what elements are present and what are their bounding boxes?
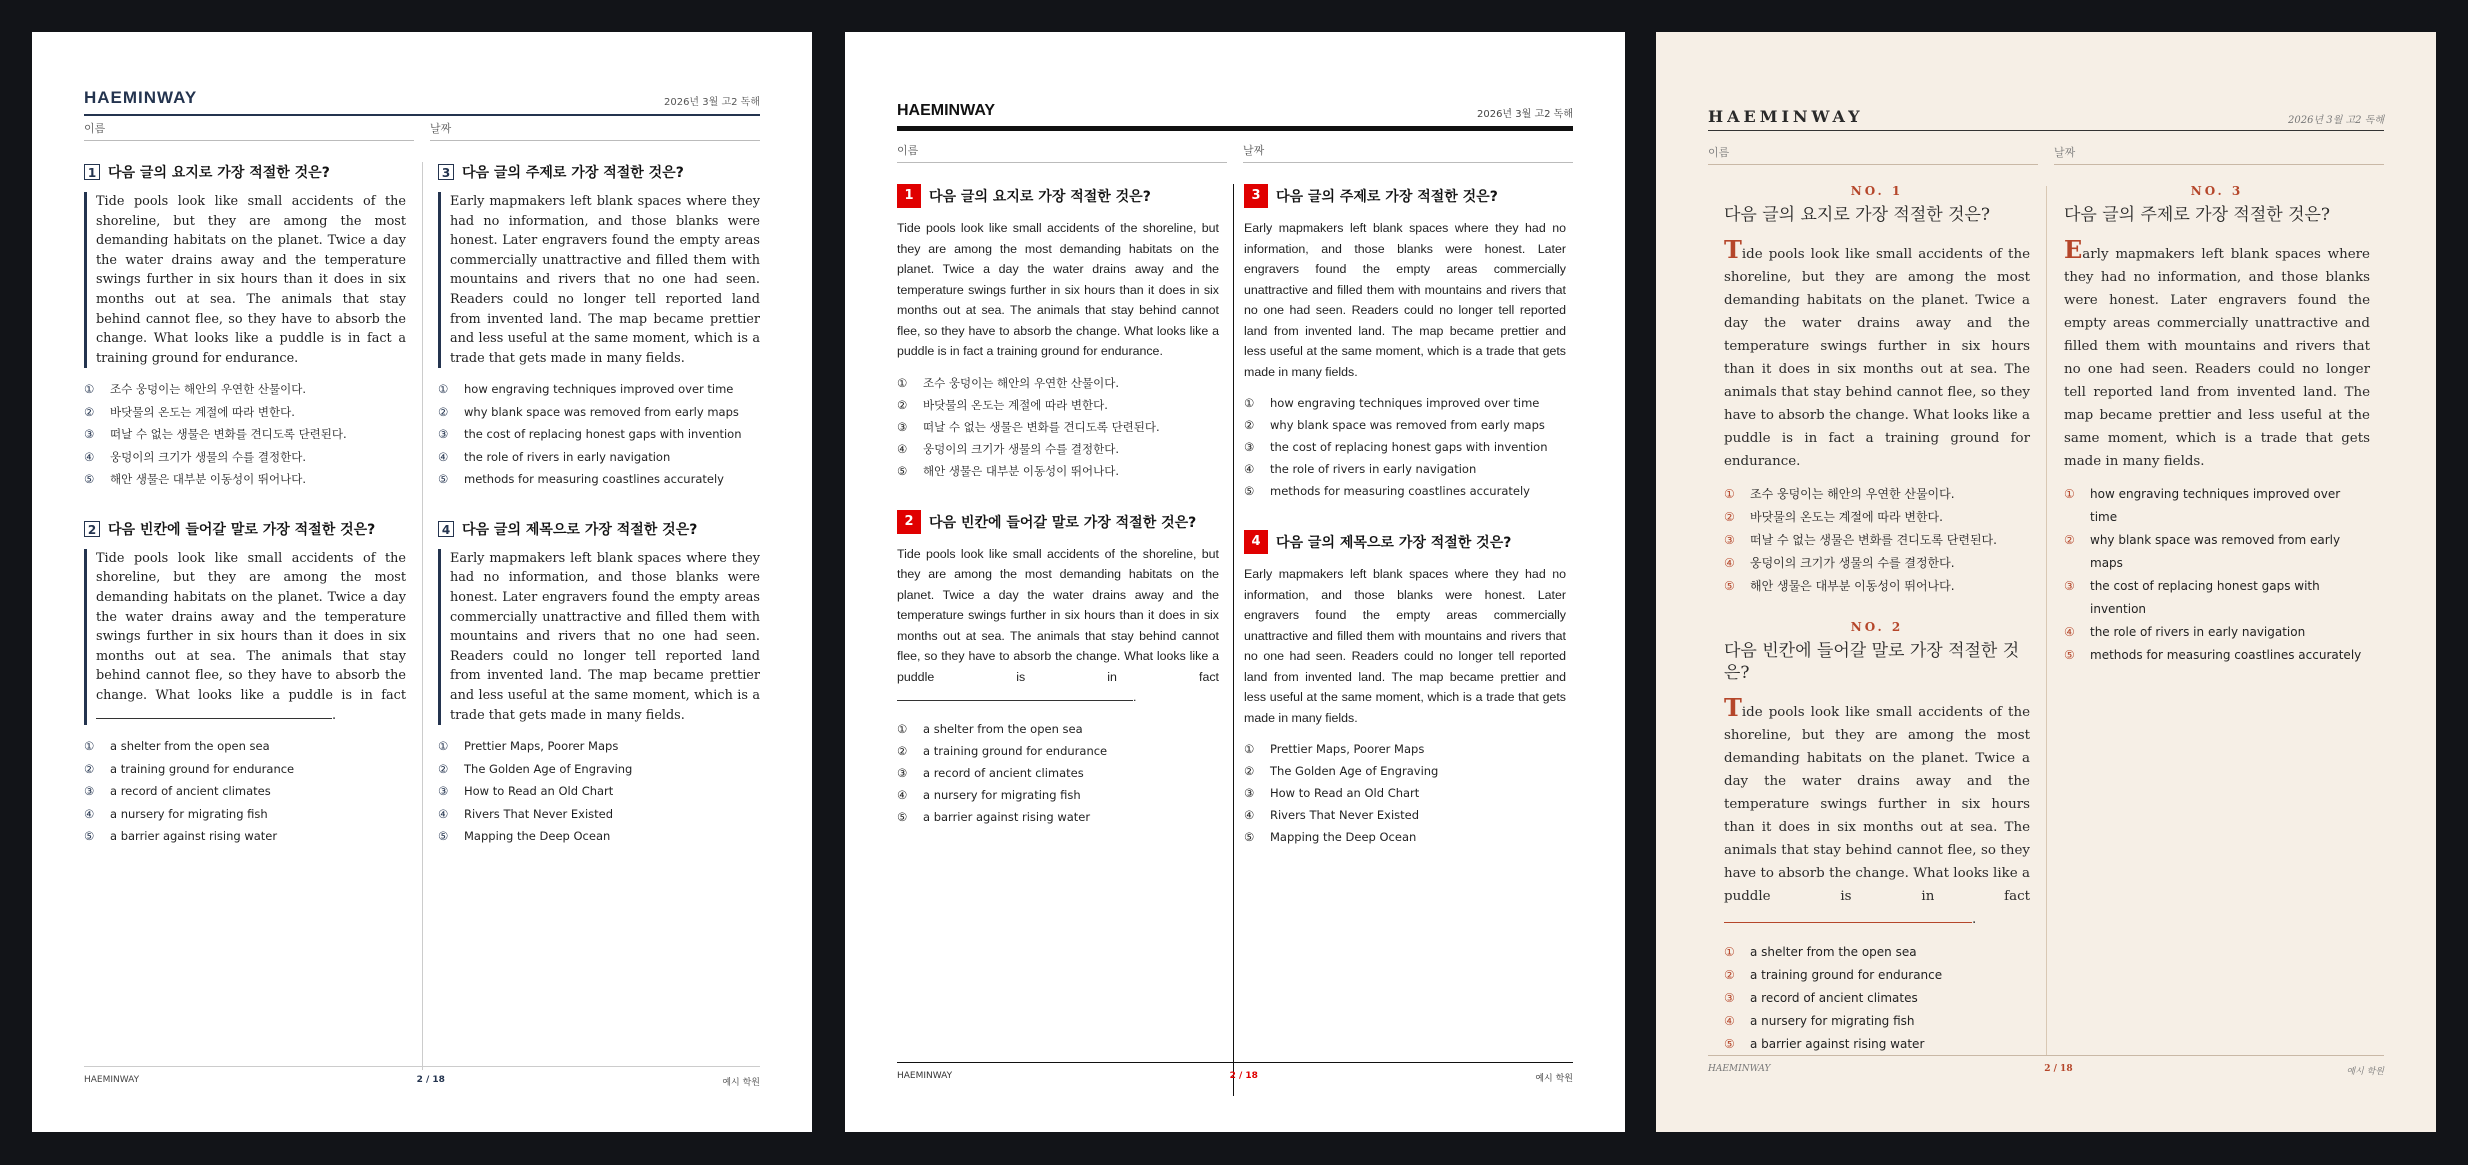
answer-option[interactable] xyxy=(2064,621,2370,644)
left-column xyxy=(1724,184,2030,1078)
option-text: how engraving techniques improved over time xyxy=(464,382,734,397)
option-text: a nursery for migrating fish xyxy=(1750,1014,1915,1028)
question-1 xyxy=(1724,184,2030,598)
answer-option[interactable] xyxy=(1724,941,2030,964)
option-number: ① xyxy=(1724,487,1735,501)
option-number: ② xyxy=(897,397,908,412)
option-text: a record of ancient climates xyxy=(110,784,271,799)
answer-option[interactable] xyxy=(84,468,406,491)
option-text: 떠날 수 없는 생물은 변화를 견디도록 단련된다. xyxy=(110,427,347,442)
option-number: ⑤ xyxy=(2064,648,2075,662)
question-number: 1 xyxy=(84,164,100,180)
option-text: Mapping the Deep Ocean xyxy=(1270,830,1417,844)
name-field[interactable]: 이름 xyxy=(1708,144,2038,165)
option-number: ③ xyxy=(1724,991,1735,1005)
question-head xyxy=(897,184,1219,208)
answer-option[interactable] xyxy=(84,780,406,803)
question-2 xyxy=(84,519,406,848)
question-number: 3 xyxy=(1244,184,1268,208)
page-number: 2 / 18 xyxy=(1229,1071,1258,1081)
option-text: 웅덩이의 크기가 생물의 수를 결정한다. xyxy=(1750,556,1955,570)
page-number: 2 / 18 xyxy=(416,1075,445,1085)
answer-option[interactable] xyxy=(438,758,760,781)
passage-initial: T xyxy=(897,221,905,235)
passage xyxy=(84,192,406,368)
exam-date: 2026년 3월 고2 독해 xyxy=(2287,115,2384,126)
question-head xyxy=(1244,530,1566,554)
answer-option[interactable] xyxy=(1724,506,2030,529)
worksheet-page-bold xyxy=(845,32,1625,1132)
answer-option[interactable] xyxy=(84,446,406,469)
passage: Tide pools look like small accidents of the shoreline, but they are among the most demanding habitats on the planet. Twice a day the water drains away and the temperature swings further in six hours than it does in six months out at sea. The animals that stay behind cannot flee, so they have to absorb the change. What looks like a puddle is in fact . xyxy=(1724,693,2030,927)
option-text: 바닷물의 온도는 계절에 따라 변한다. xyxy=(110,404,295,419)
answer-option[interactable] xyxy=(84,735,406,758)
question-1 xyxy=(84,162,406,491)
passage: Tide pools look like small accidents of the shoreline, but they are among the most demanding habitats on the planet. Twice a day the water drains away and the temperature swings further in six hours than it does in six months out at sea. The animals that stay behind cannot flee, so they have to absorb the change. What looks like a puddle is in fact . xyxy=(897,546,1219,704)
option-number: ③ xyxy=(897,765,908,780)
page-footer xyxy=(897,1062,1573,1084)
option-number: ⑤ xyxy=(438,829,449,844)
option-text: a training ground for endurance xyxy=(1750,968,1943,982)
option-number: ⑤ xyxy=(1724,1037,1735,1051)
option-text: methods for measuring coastlines accurately xyxy=(2090,648,2362,662)
answer-option[interactable] xyxy=(897,718,1219,740)
option-list xyxy=(84,735,406,848)
question-3 xyxy=(1244,184,1566,502)
option-text: 조수 웅덩이는 해안의 우연한 산물이다. xyxy=(110,382,307,397)
option-text: 바닷물의 온도는 계절에 따라 변한다. xyxy=(1750,510,1943,524)
option-number: ④ xyxy=(84,806,95,821)
option-text: the cost of replacing honest gaps with invention xyxy=(2090,579,2320,616)
question-head xyxy=(438,519,760,539)
option-text: 바닷물의 온도는 계절에 따라 변한다. xyxy=(923,397,1108,412)
column-divider xyxy=(422,162,423,1070)
option-number: ② xyxy=(84,761,95,776)
option-text: a shelter from the open sea xyxy=(1750,945,1917,959)
worksheet-page-navy xyxy=(32,32,812,1132)
option-text: 떠날 수 없는 생물은 변화를 견디도록 단련된다. xyxy=(1750,533,1997,547)
option-number: ② xyxy=(1244,418,1255,432)
option-list xyxy=(1724,483,2030,598)
footer-academy: 예시 학원 xyxy=(722,1078,760,1088)
option-text: Prettier Maps, Poorer Maps xyxy=(1270,742,1425,756)
passage xyxy=(2064,235,2370,473)
option-text: methods for measuring coastlines accurately xyxy=(1270,484,1530,498)
option-number: ③ xyxy=(84,784,95,799)
question-stem: 다음 빈칸에 들어갈 말로 가장 적절한 것은? xyxy=(108,521,376,538)
option-number: ① xyxy=(897,721,908,736)
option-number: ② xyxy=(438,404,449,419)
page-footer xyxy=(1708,1055,2384,1077)
answer-option[interactable] xyxy=(1724,1033,2030,1056)
brand-logo: HAEMINWAY xyxy=(84,88,198,107)
option-text: a shelter from the open sea xyxy=(110,739,270,754)
page-header xyxy=(84,72,760,116)
option-number: ② xyxy=(1244,764,1255,778)
footer-academy: 예시 학원 xyxy=(2346,1067,2384,1077)
option-list xyxy=(1724,941,2030,1056)
answer-option[interactable] xyxy=(84,825,406,848)
option-list xyxy=(2064,483,2370,667)
option-number: ③ xyxy=(1724,533,1735,547)
passage xyxy=(438,192,760,368)
answer-option[interactable] xyxy=(1244,738,1566,760)
date-field[interactable]: 날짜 xyxy=(2054,144,2384,165)
answer-option[interactable] xyxy=(1244,826,1566,848)
right-column xyxy=(1244,184,1566,876)
option-text: Mapping the Deep Ocean xyxy=(464,829,611,844)
option-number: ② xyxy=(84,404,95,419)
answer-option[interactable] xyxy=(1244,414,1566,436)
option-text: The Golden Age of Engraving xyxy=(1270,764,1439,778)
passage-text: arly mapmakers left blank spaces where they had no information, and those blanks were honest. Later engravers found the empty areas commercially unattractive and filled them with mountains and rivers that no one had seen. Readers could no longer tell reported land from invented land. The map became prettier and less useful at the same moment, which is a trade that gets made in many fields. xyxy=(1244,567,1566,725)
option-number: ① xyxy=(84,382,95,397)
option-text: the role of rivers in early navigation xyxy=(1270,462,1477,476)
option-text: why blank space was removed from early maps xyxy=(2090,533,2341,570)
passage-text: arly mapmakers left blank spaces where they had no information, and those blanks were honest. Later engravers found the empty areas commercially unattractive and filled them with mountains and rivers that no one had seen. Readers could no longer tell reported land from invented land. The map became prettier and less useful at the same moment, which is a trade that gets made in many fields. xyxy=(1244,221,1566,379)
option-number: ① xyxy=(1244,742,1255,756)
option-text: 떠날 수 없는 생물은 변화를 견디도록 단련된다. xyxy=(923,419,1160,434)
option-text: the cost of replacing honest gaps with invention xyxy=(464,427,742,442)
answer-option[interactable] xyxy=(1724,529,2030,552)
option-number: ② xyxy=(1724,968,1735,982)
option-number: ③ xyxy=(897,419,908,434)
option-text: Rivers That Never Existed xyxy=(1270,808,1420,822)
option-number: ③ xyxy=(438,784,449,799)
exam-date: 2026년 3월 고2 독해 xyxy=(663,97,760,108)
column-divider xyxy=(2046,186,2047,1056)
student-info-row xyxy=(1708,144,2384,165)
option-list xyxy=(1244,738,1566,848)
answer-blank xyxy=(897,690,1133,701)
answer-option[interactable] xyxy=(1724,1010,2030,1033)
left-column xyxy=(84,162,406,876)
footer-brand: HAEMINWAY xyxy=(1708,1064,1771,1074)
answer-blank xyxy=(1724,912,1972,923)
answer-option[interactable] xyxy=(897,806,1219,828)
question-stem: 다음 글의 주제로 가장 적절한 것은? xyxy=(462,165,684,181)
question-stem: 다음 글의 제목으로 가장 적절한 것은? xyxy=(462,521,698,538)
answer-option[interactable] xyxy=(897,372,1219,394)
right-column xyxy=(2064,184,2370,689)
option-text: a training ground for endurance xyxy=(923,743,1108,758)
question-stem: 다음 글의 요지로 가장 적절한 것은? xyxy=(929,189,1151,205)
student-info-row xyxy=(84,120,760,141)
page-header xyxy=(897,88,1573,131)
option-number: ② xyxy=(897,743,908,758)
passage-initial: T xyxy=(96,550,105,566)
answer-option[interactable] xyxy=(84,378,406,401)
option-number: ⑤ xyxy=(1244,484,1255,498)
name-field[interactable]: 이름 xyxy=(897,142,1227,163)
passage-initial: T xyxy=(897,546,905,561)
question-head xyxy=(1244,184,1566,208)
answer-option[interactable] xyxy=(897,740,1219,762)
answer-option[interactable] xyxy=(438,423,760,446)
passage-text: ide pools look like small accidents of the shoreline, but they are among the most demanding habitats on the planet. Twice a day the water drains away and the temperature swings further in six hours than it does in six months out at sea. The animals that stay behind cannot flee, so they have to absorb the change. What looks like a puddle is in fact xyxy=(1724,705,2030,904)
answer-option[interactable] xyxy=(1724,575,2030,598)
passage-text: ide pools look like small accidents of the shoreline, but they are among the most demanding habitats on the planet. Twice a day the water drains away and the temperature swings further in six hours than it does in six months out at sea. The animals that stay behind cannot flee, so they have to absorb the change. What looks like a puddle is in fact a training ground for endurance. xyxy=(96,194,406,366)
option-text: why blank space was removed from early maps xyxy=(1270,418,1545,432)
option-number: ③ xyxy=(1244,440,1255,454)
option-text: 해안 생물은 대부분 이동성이 뛰어나다. xyxy=(1750,579,1955,593)
option-text: a record of ancient climates xyxy=(923,765,1084,780)
answer-option[interactable] xyxy=(1724,964,2030,987)
answer-option[interactable] xyxy=(897,438,1219,460)
answer-option[interactable] xyxy=(438,401,760,424)
passage xyxy=(897,218,1219,362)
option-number: ① xyxy=(1244,396,1255,410)
option-text: Prettier Maps, Poorer Maps xyxy=(464,739,619,754)
option-text: The Golden Age of Engraving xyxy=(464,761,633,776)
option-text: the role of rivers in early navigation xyxy=(464,449,671,464)
answer-option[interactable] xyxy=(438,803,760,826)
option-text: a barrier against rising water xyxy=(110,829,278,844)
passage: Tide pools look like small accidents of the shoreline, but they are among the most demanding habitats on the planet. Twice a day the water drains away and the temperature swings further in six hours than it does in six months out at sea. The animals that stay behind cannot flee, so they have to absorb the change. What looks like a puddle is in fact . xyxy=(84,549,406,725)
answer-option[interactable] xyxy=(897,762,1219,784)
worksheet-page-classic xyxy=(1656,32,2436,1132)
option-number: ⑤ xyxy=(438,472,449,487)
question-stem: 다음 빈칸에 들어갈 말로 가장 적절한 것은? xyxy=(929,514,1197,531)
answer-option[interactable] xyxy=(1244,480,1566,502)
answer-option[interactable] xyxy=(84,803,406,826)
option-text: a barrier against rising water xyxy=(1750,1037,1925,1051)
question-number: 2 xyxy=(897,510,921,534)
answer-option[interactable] xyxy=(2064,483,2370,529)
option-number: ⑤ xyxy=(897,463,908,478)
question-head xyxy=(438,162,760,182)
right-column xyxy=(438,162,760,876)
passage-initial: E xyxy=(1244,567,1253,581)
answer-option[interactable] xyxy=(1724,483,2030,506)
question-number: NO. 3 xyxy=(2190,184,2244,198)
option-number: ④ xyxy=(897,787,908,802)
answer-option[interactable] xyxy=(1244,458,1566,480)
option-number: ② xyxy=(2064,533,2075,547)
question-1 xyxy=(897,184,1219,482)
answer-option[interactable] xyxy=(1244,392,1566,414)
footer-academy: 예시 학원 xyxy=(1535,1074,1573,1084)
answer-option[interactable] xyxy=(2064,529,2370,575)
drop-cap: T xyxy=(1724,693,1742,722)
footer-brand: HAEMINWAY xyxy=(897,1071,953,1081)
answer-option[interactable] xyxy=(438,735,760,758)
question-number: 4 xyxy=(438,521,454,537)
passage-text: ide pools look like small accidents of the shoreline, but they are among the most demanding habitats on the planet. Twice a day the water drains away and the temperature swings further in six hours than it does in six months out at sea. The animals that stay behind cannot flee, so they have to absorb the change. What looks like a puddle is in fact a training ground for endurance. xyxy=(1724,247,2030,469)
answer-option[interactable] xyxy=(1244,782,1566,804)
answer-blank xyxy=(96,708,332,719)
page-number: 2 / 18 xyxy=(2044,1064,2073,1074)
brand-logo: HAEMINWAY xyxy=(1708,107,1864,126)
passage-initial: E xyxy=(450,550,460,566)
option-text: a training ground for endurance xyxy=(110,761,295,776)
page-footer xyxy=(84,1066,760,1088)
passage xyxy=(438,549,760,725)
passage xyxy=(1244,564,1566,728)
question-4 xyxy=(1244,530,1566,848)
question-4 xyxy=(438,519,760,848)
drop-cap: T xyxy=(1724,235,1742,264)
option-number: ④ xyxy=(1724,556,1735,570)
option-number: ④ xyxy=(1244,808,1255,822)
option-text: a barrier against rising water xyxy=(923,809,1091,824)
question-head xyxy=(897,510,1219,534)
option-text: 해안 생물은 대부분 이동성이 뛰어나다. xyxy=(923,463,1120,478)
question-3 xyxy=(2064,184,2370,667)
option-number: ④ xyxy=(438,806,449,821)
question-stem: 다음 빈칸에 들어갈 말로 가장 적절한 것은? xyxy=(1724,641,2020,683)
option-text: 웅덩이의 크기가 생물의 수를 결정한다. xyxy=(923,441,1120,456)
option-text: 조수 웅덩이는 해안의 우연한 산물이다. xyxy=(1750,487,1955,501)
option-text: the role of rivers in early navigation xyxy=(2090,625,2306,639)
column-divider xyxy=(1233,184,1234,1096)
question-stem: 다음 글의 제목으로 가장 적절한 것은? xyxy=(1276,535,1512,551)
question-number: NO. 2 xyxy=(1850,620,1904,634)
question-stem: 다음 글의 주제로 가장 적절한 것은? xyxy=(1276,189,1498,205)
question-stem: 다음 글의 요지로 가장 적절한 것은? xyxy=(1724,205,1991,225)
option-text: how engraving techniques improved over time xyxy=(1270,396,1540,410)
option-number: ④ xyxy=(2064,625,2075,639)
brand-logo: HAEMINWAY xyxy=(897,102,996,119)
answer-option[interactable] xyxy=(438,780,760,803)
question-2 xyxy=(1724,620,2030,1056)
answer-option[interactable] xyxy=(1244,804,1566,826)
question-number: 4 xyxy=(1244,530,1268,554)
question-number: 3 xyxy=(438,164,454,180)
date-field[interactable]: 날짜 xyxy=(1243,142,1573,163)
passage-text: ide pools look like small accidents of the shoreline, but they are among the most demanding habitats on the planet. Twice a day the water drains away and the temperature swings further in six hours than it does in six months out at sea. The animals that stay behind cannot flee, so they have to absorb the change. What looks like a puddle is in fact xyxy=(96,550,406,703)
option-text: the cost of replacing honest gaps with invention xyxy=(1270,440,1548,454)
option-text: why blank space was removed from early maps xyxy=(464,404,739,419)
question-number: 1 xyxy=(897,184,921,208)
answer-option[interactable] xyxy=(84,758,406,781)
passage xyxy=(1244,218,1566,382)
passage-text: ide pools look like small accidents of the shoreline, but they are among the most demanding habitats on the planet. Twice a day the water drains away and the temperature swings further in six hours than it does in six months out at sea. The animals that stay behind cannot flee, so they have to absorb the change. What looks like a puddle is in fact a training ground for endurance. xyxy=(897,221,1219,358)
answer-option[interactable] xyxy=(2064,575,2370,621)
student-info-row xyxy=(897,142,1573,163)
page-header xyxy=(1708,100,2384,131)
option-text: 해안 생물은 대부분 이동성이 뛰어나다. xyxy=(110,472,307,487)
option-text: methods for measuring coastlines accurately xyxy=(464,472,724,487)
option-list xyxy=(897,372,1219,482)
option-number: ⑤ xyxy=(84,472,95,487)
option-list xyxy=(438,378,760,491)
footer-brand: HAEMINWAY xyxy=(84,1075,140,1085)
option-text: a nursery for migrating fish xyxy=(923,787,1081,802)
date-field[interactable]: 날짜 xyxy=(430,120,760,141)
answer-option[interactable] xyxy=(438,378,760,401)
option-text: How to Read an Old Chart xyxy=(464,784,614,799)
option-text: How to Read an Old Chart xyxy=(1270,786,1420,800)
option-list xyxy=(438,735,760,848)
answer-option[interactable] xyxy=(897,394,1219,416)
passage-text: arly mapmakers left blank spaces where they had no information, and those blanks were honest. Later engravers found the empty areas commercially unattractive and filled them with mountains and rivers that no one had seen. Readers could no longer tell reported land from invented land. The map became prettier and less useful at the same moment, which is a trade that gets made in many fields. xyxy=(450,194,760,366)
option-list xyxy=(1244,392,1566,502)
passage-text: ide pools look like small accidents of the shoreline, but they are among the most demanding habitats on the planet. Twice a day the water drains away and the temperature swings further in six hours than it does in six months out at sea. The animals that stay behind cannot flee, so they have to absorb the change. What looks like a puddle is in fact xyxy=(897,546,1219,684)
passage-initial: E xyxy=(450,194,460,209)
option-text: 웅덩이의 크기가 생물의 수를 결정한다. xyxy=(110,449,307,464)
answer-option[interactable] xyxy=(438,825,760,848)
passage xyxy=(1724,235,2030,473)
drop-cap: E xyxy=(2064,235,2083,264)
answer-option[interactable] xyxy=(2064,644,2370,667)
left-column xyxy=(897,184,1219,856)
option-text: Rivers That Never Existed xyxy=(464,806,614,821)
option-number: ③ xyxy=(438,427,449,442)
option-number: ③ xyxy=(2064,579,2075,593)
passage-text: arly mapmakers left blank spaces where they had no information, and those blanks were honest. Later engravers found the empty areas commercially unattractive and filled them with mountains and rivers that no one had seen. Readers could no longer tell reported land from invented land. The map became prettier and less useful at the same moment, which is a trade that gets made in many fields. xyxy=(450,550,760,723)
option-number: ⑤ xyxy=(1724,579,1735,593)
question-number: 2 xyxy=(84,521,100,537)
question-number: NO. 1 xyxy=(1850,184,1904,198)
option-number: ④ xyxy=(84,449,95,464)
question-2 xyxy=(897,510,1219,828)
answer-option[interactable] xyxy=(84,401,406,424)
answer-option[interactable] xyxy=(897,784,1219,806)
option-number: ① xyxy=(438,739,449,754)
option-number: ③ xyxy=(84,427,95,442)
option-text: a shelter from the open sea xyxy=(923,721,1083,736)
option-number: ⑤ xyxy=(1244,830,1255,844)
option-number: ⑤ xyxy=(897,809,908,824)
question-stem: 다음 글의 요지로 가장 적절한 것은? xyxy=(108,165,330,181)
option-number: ④ xyxy=(1244,462,1255,476)
option-text: a nursery for migrating fish xyxy=(110,806,268,821)
option-number: ③ xyxy=(1244,786,1255,800)
option-number: ① xyxy=(438,382,449,397)
option-number: ⑤ xyxy=(84,829,95,844)
answer-option[interactable] xyxy=(1244,760,1566,782)
answer-option[interactable] xyxy=(438,446,760,469)
answer-option[interactable] xyxy=(1244,436,1566,458)
name-field[interactable]: 이름 xyxy=(84,120,414,141)
question-stem: 다음 글의 주제로 가장 적절한 것은? xyxy=(2064,205,2331,225)
exam-date: 2026년 3월 고2 독해 xyxy=(1476,109,1573,120)
option-number: ② xyxy=(1724,510,1735,524)
passage-text: arly mapmakers left blank spaces where they had no information, and those blanks were honest. Later engravers found the empty areas commercially unattractive and filled them with mountains and rivers that no one had seen. Readers could no longer tell reported land from invented land. The map became prettier and less useful at the same moment, which is a trade that gets made in many fields. xyxy=(2064,247,2370,469)
answer-option[interactable] xyxy=(84,423,406,446)
question-head xyxy=(84,162,406,182)
option-text: 조수 웅덩이는 해안의 우연한 산물이다. xyxy=(923,375,1120,390)
answer-option[interactable] xyxy=(897,416,1219,438)
option-number: ① xyxy=(1724,945,1735,959)
answer-option[interactable] xyxy=(897,460,1219,482)
question-3 xyxy=(438,162,760,491)
option-list xyxy=(84,378,406,491)
option-number: ④ xyxy=(1724,1014,1735,1028)
option-number: ① xyxy=(897,375,908,390)
passage-initial: T xyxy=(96,194,105,209)
answer-option[interactable] xyxy=(1724,987,2030,1010)
option-text: how engraving techniques improved over time xyxy=(2090,487,2341,524)
option-number: ② xyxy=(438,761,449,776)
option-number: ④ xyxy=(897,441,908,456)
option-number: ① xyxy=(2064,487,2075,501)
option-list xyxy=(897,718,1219,828)
option-text: a record of ancient climates xyxy=(1750,991,1918,1005)
answer-option[interactable] xyxy=(1724,552,2030,575)
answer-option[interactable] xyxy=(438,468,760,491)
option-number: ① xyxy=(84,739,95,754)
option-number: ④ xyxy=(438,449,449,464)
question-head xyxy=(84,519,406,539)
passage-initial: E xyxy=(1244,221,1253,235)
